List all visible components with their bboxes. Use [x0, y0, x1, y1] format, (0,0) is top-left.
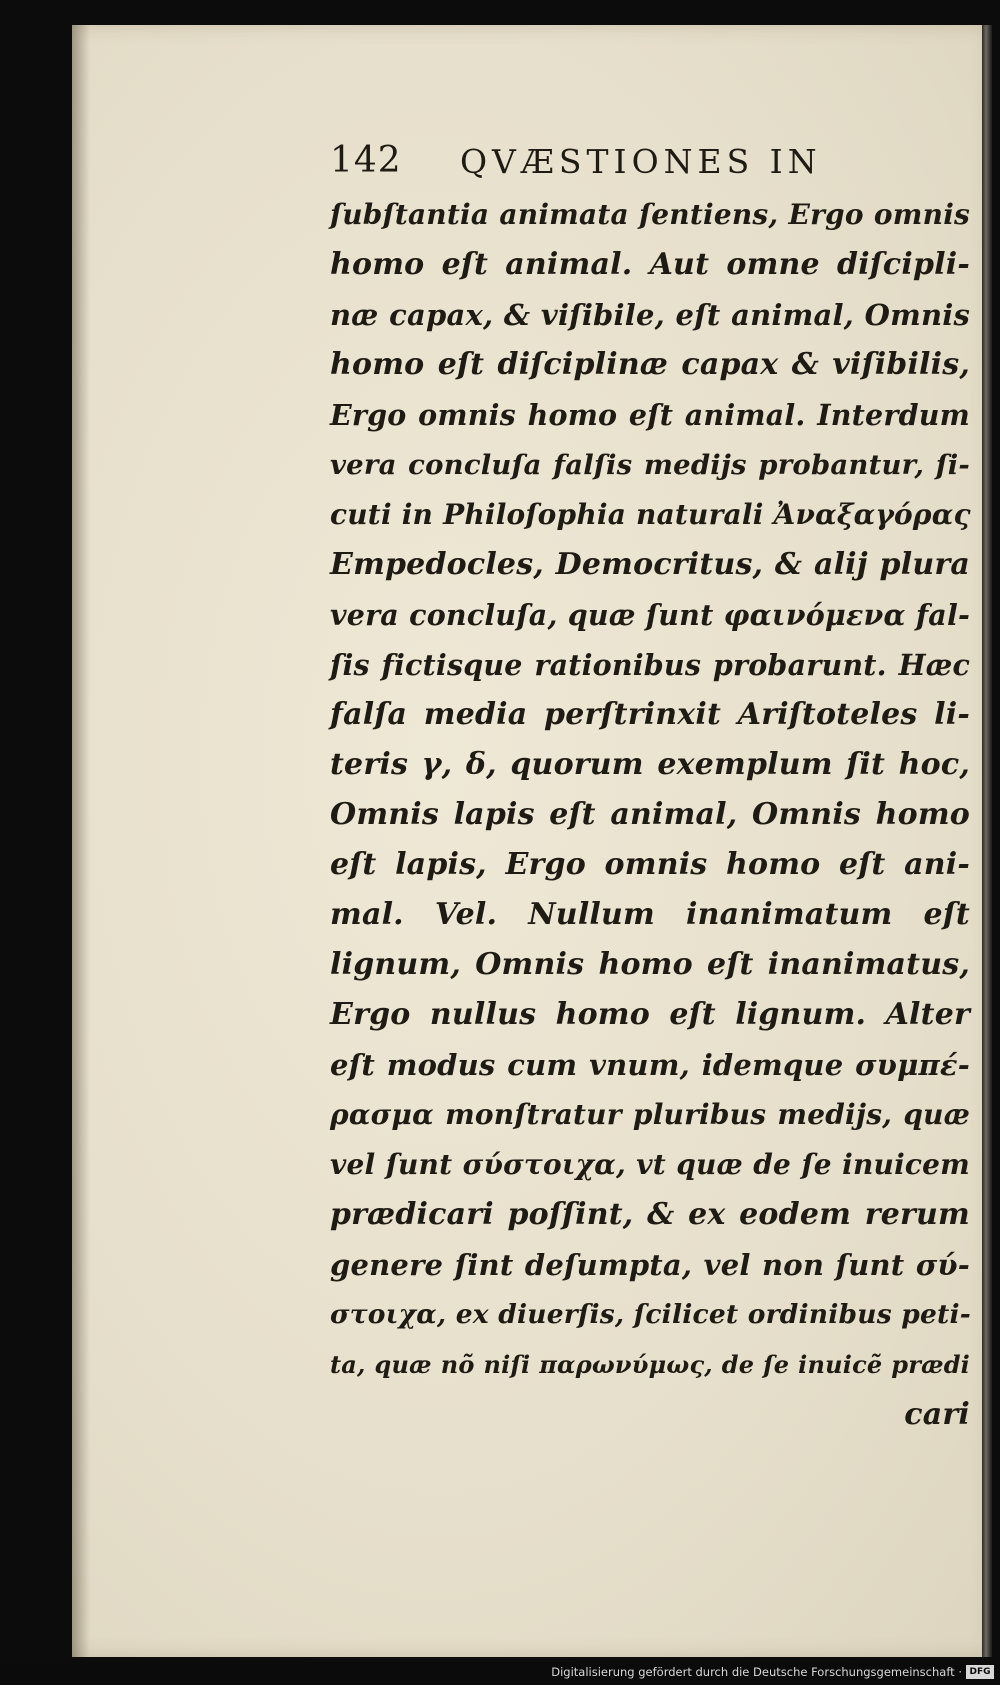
- text-line: næ capax, & viſibile, eſt animal, Omnis: [330, 298, 970, 332]
- text-line: homo eſt diſciplinæ capax & viſibilis,: [330, 347, 970, 382]
- text-line: ſis fictisque rationibus probarunt. Hæc: [330, 648, 970, 682]
- text-line: Ergo nullus homo eſt lignum. Alter: [330, 997, 970, 1032]
- text-line: eſt modus cum vnum, idemque συμπέ-: [330, 1048, 970, 1082]
- text-line: falſa media perſtrinxit Ariſtoteles li-: [330, 697, 970, 732]
- digitization-footer: [0, 1663, 1000, 1685]
- text-line: eſt lapis, Ergo omnis homo eſt ani-: [330, 847, 970, 882]
- text-line: ſubſtantia animata ſentiens, Ergo omnis: [330, 198, 970, 231]
- text-line: Empedocles, Democritus, & alij plura: [330, 547, 970, 582]
- text-line: vera concluſa, quæ ſunt φαινόμενα fal-: [330, 598, 970, 632]
- dfg-logo: DFG: [966, 1665, 994, 1679]
- text-line: Ergo omnis homo eſt animal. Interdum: [330, 398, 970, 432]
- catchword: cari: [904, 1397, 970, 1432]
- text-line: cuti in Philoſophia naturali Ἀναξαγόρας: [330, 498, 971, 531]
- text-line: Omnis lapis eſt animal, Omnis homo: [330, 797, 970, 832]
- funding-credit: Digitalisierung gefördert durch die Deutsche Forschungsgemeinschaft ·: [551, 1665, 962, 1679]
- page-header: [330, 140, 970, 184]
- text-line: ρασμα monſtratur pluribus medijs, quæ: [330, 1098, 970, 1131]
- page-number: 142: [330, 140, 402, 181]
- body-text: [330, 190, 970, 1440]
- text-line: ta, quæ nõ niſi παρωνύμως, de ſe inuicẽ prædi: [330, 1350, 970, 1379]
- text-line: vel ſunt σύστοιχα, vt quæ de ſe inuicem: [330, 1148, 970, 1181]
- text-line: homo eſt animal. Aut omne diſcipli-: [330, 247, 970, 282]
- text-line: prædicari poſſint, & ex eodem rerum: [330, 1197, 970, 1232]
- gutter-shadow: [72, 25, 90, 1657]
- text-line: lignum, Omnis homo eſt inanimatus,: [330, 947, 970, 982]
- text-line: mal. Vel. Nullum inanimatum eſt: [330, 897, 970, 932]
- text-line: teris γ, δ, quorum exemplum ſit hoc,: [330, 747, 970, 782]
- text-line: vera concluſa falſis medijs probantur, ſi-: [330, 449, 970, 481]
- running-head: QVÆSTIONES IN: [460, 142, 822, 181]
- text-line: genere ſint deſumpta, vel non ſunt σύ-: [330, 1248, 970, 1282]
- text-line: στοιχα, ex diuerſis, ſcilicet ordinibus peti-: [330, 1299, 971, 1330]
- page-edge: [982, 25, 992, 1657]
